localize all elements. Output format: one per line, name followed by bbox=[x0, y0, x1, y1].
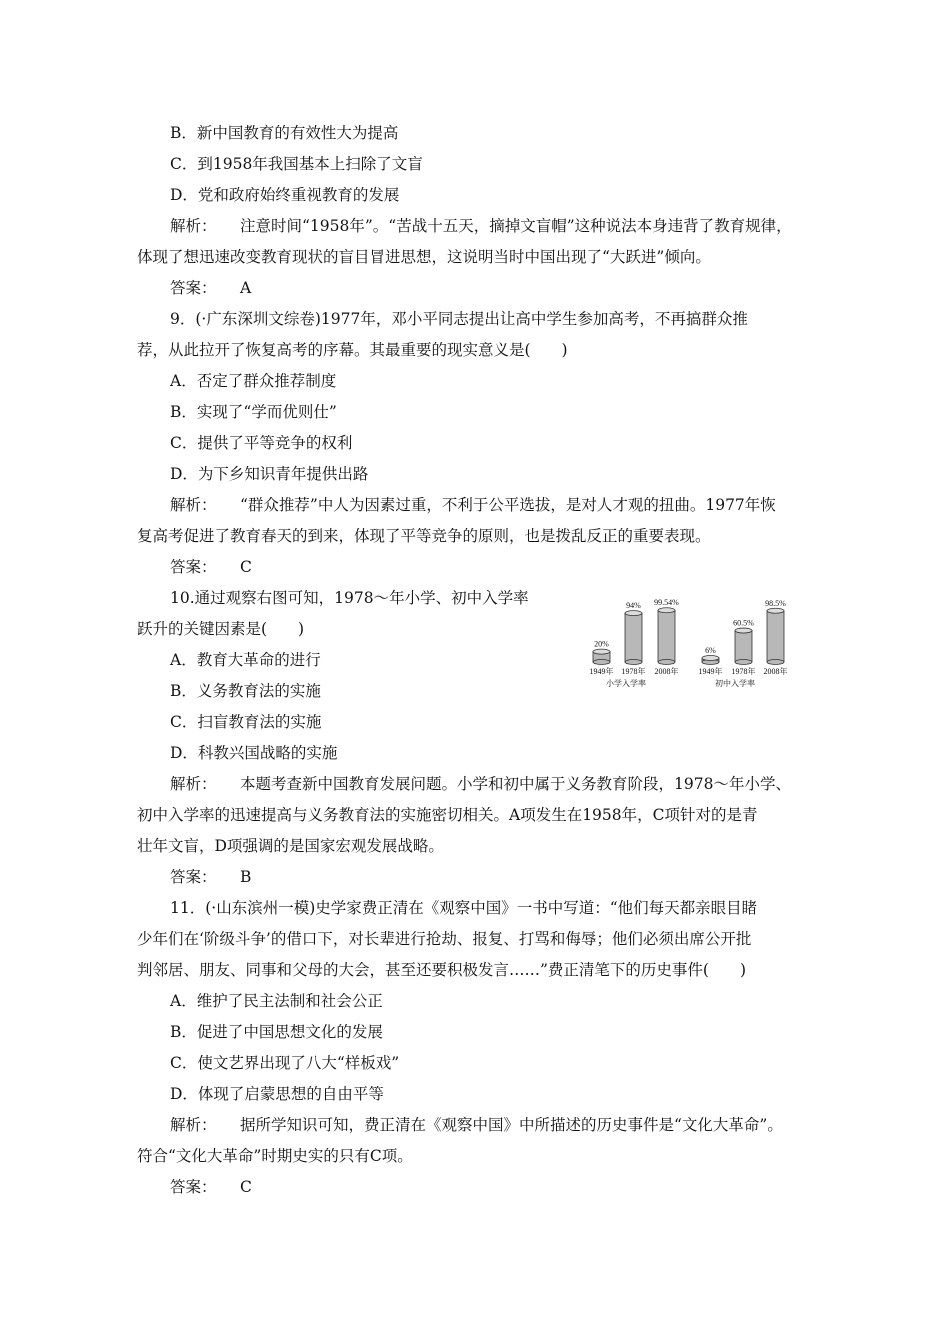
q9-option-b: B．实现了“学而优则仕” bbox=[170, 403, 337, 421]
data-label-0-0: 20% bbox=[594, 639, 609, 649]
q11-option-c: C．使文艺界出现了八大“样板戏” bbox=[170, 1054, 400, 1072]
tick-label-0-1: 1978年 bbox=[621, 667, 646, 676]
bar-0-2 bbox=[658, 610, 675, 662]
tick-label-0-0: 1949年 bbox=[589, 667, 614, 676]
tick-label-1-1: 1978年 bbox=[731, 667, 756, 676]
q9-option-d: D．为下乡知识青年提供出路 bbox=[170, 465, 369, 483]
q10-option-b: B．义务教育法的实施 bbox=[170, 682, 321, 700]
q8-analysis-line-2: 体现了想迅速改变教育现状的盲目冒进思想，这说明当时中国出现了“大跃进”倾向。 bbox=[137, 248, 711, 266]
analysis-label: 解析： bbox=[170, 217, 217, 235]
data-label-1-2: 98.5% bbox=[765, 598, 786, 608]
tick-label-0-2: 2008年 bbox=[654, 667, 679, 676]
q10-option-d: D．科教兴国战略的实施 bbox=[170, 744, 338, 762]
q8-answer: 答案： A bbox=[170, 279, 252, 297]
q11-stem-line-3: 判邻居、朋友、同事和父母的大会，甚至还要积极发言……”费正清笔下的历史事件( ) bbox=[137, 961, 747, 979]
answer-label: 答案： bbox=[170, 868, 217, 886]
q9-option-c: C．提供了平等竞争的权利 bbox=[170, 434, 353, 452]
q9-answer: 答案： C bbox=[170, 558, 252, 576]
bar-top-0-2 bbox=[658, 608, 675, 613]
q11-stem-line-1: 11．(·山东滨州一模)史学家费正清在《观察中国》一书中写道：“他们每天都亲眼目睹 bbox=[170, 899, 758, 917]
bar-top-1-1 bbox=[735, 628, 752, 633]
bar-base-0-2 bbox=[658, 660, 675, 665]
q11-answer: 答案： C bbox=[170, 1178, 252, 1196]
enrollment-chart bbox=[583, 592, 803, 692]
bar-base-1-2 bbox=[767, 660, 784, 665]
q8-option-c: C．到1958年我国基本上扫除了文盲 bbox=[170, 155, 423, 173]
bar-1-2 bbox=[767, 611, 784, 662]
q10-analysis-line-3: 壮年文盲，D项强调的是国家宏观发展战略。 bbox=[137, 837, 444, 855]
bar-base-1-1 bbox=[735, 660, 752, 665]
q8-option-d: D．党和政府始终重视教育的发展 bbox=[170, 186, 400, 204]
series-label-1: 初中入学率 bbox=[715, 679, 755, 688]
analysis-label: 解析： bbox=[170, 496, 217, 514]
q11-option-b: B．促进了中国思想文化的发展 bbox=[170, 1023, 383, 1041]
enrollment-chart-svg bbox=[583, 592, 803, 692]
tick-label-1-0: 1949年 bbox=[698, 667, 723, 676]
q8-analysis-line-1: 解析： 注意时间“1958年”。“苦战十五天，摘掉文盲帽”这种说法本身违背了教育规律， bbox=[170, 217, 792, 235]
analysis-label: 解析： bbox=[170, 775, 217, 793]
q11-analysis-line-2: 符合“文化大革命”时期史实的只有C项。 bbox=[137, 1147, 413, 1165]
q8-option-b: B．新中国教育的有效性大为提高 bbox=[170, 124, 399, 142]
q9-analysis-line-2: 复高考促进了教育春天的到来，体现了平等竞争的原则，也是拨乱反正的重要表现。 bbox=[137, 527, 711, 545]
q10-analysis-line-2: 初中入学率的迅速提高与义务教育法的实施密切相关。A项发生在1958年，C项针对的是青 bbox=[137, 806, 758, 824]
q10-answer: 答案： B bbox=[170, 868, 252, 886]
q10-stem-line-1: 10.通过观察右图可知，1978～年小学、初中入学率 bbox=[170, 589, 529, 607]
tick-label-1-2: 2008年 bbox=[763, 667, 788, 676]
q11-option-d: D．体现了启蒙思想的自由平等 bbox=[170, 1085, 384, 1103]
q9-stem-line-1: 9．(·广东深圳文综卷)1977年，邓小平同志提出让高中学生参加高考，不再搞群众推 bbox=[170, 310, 748, 328]
bar-1-1 bbox=[735, 631, 752, 662]
answer-label: 答案： bbox=[170, 1178, 217, 1196]
analysis-label: 解析： bbox=[170, 1116, 217, 1134]
q9-stem-line-2: 荐，从此拉开了恢复高考的序幕。其最重要的现实意义是( ) bbox=[137, 341, 568, 359]
data-label-1-0: 6% bbox=[705, 646, 716, 655]
q10-stem-line-2: 跃升的关键因素是( ) bbox=[137, 620, 305, 638]
data-label-0-2: 99.54% bbox=[654, 598, 679, 608]
q10-analysis-line-1: 解析： 本题考查新中国教育发展问题。小学和初中属于义务教育阶段，1978～年小学、 bbox=[170, 775, 791, 793]
bar-top-1-0 bbox=[702, 656, 719, 661]
q9-analysis-line-1: 解析： “群众推荐”中人为因素过重，不利于公平选拔，是对人才观的扭曲。1977年恢 bbox=[170, 496, 776, 514]
bar-base-0-1 bbox=[625, 660, 642, 665]
data-label-1-1: 60.5% bbox=[733, 618, 754, 628]
answer-label: 答案： bbox=[170, 279, 217, 297]
q11-stem-line-2: 少年们在‘阶级斗争’的借口下，对长辈进行抢劫、报复、打骂和侮辱；他们必须出席公开批 bbox=[137, 930, 752, 948]
bar-top-0-0 bbox=[593, 649, 610, 654]
q10-option-c: C．扫盲教育法的实施 bbox=[170, 713, 322, 731]
series-label-0: 小学入学率 bbox=[606, 679, 646, 688]
q11-option-a: A．维护了民主法制和社会公正 bbox=[170, 992, 383, 1010]
data-label-0-1: 94% bbox=[626, 601, 641, 611]
bar-top-1-2 bbox=[767, 608, 784, 613]
q11-analysis-line-1: 解析： 据所学知识可知，费正清在《观察中国》中所描述的历史事件是“文化大革命”。 bbox=[170, 1116, 783, 1134]
q9-option-a: A．否定了群众推荐制度 bbox=[170, 372, 337, 390]
bar-top-0-1 bbox=[625, 611, 642, 616]
bar-base-0-0 bbox=[593, 660, 610, 665]
bar-0-1 bbox=[625, 613, 642, 662]
answer-label: 答案： bbox=[170, 558, 217, 576]
q10-option-a: A．教育大革命的进行 bbox=[170, 651, 321, 669]
